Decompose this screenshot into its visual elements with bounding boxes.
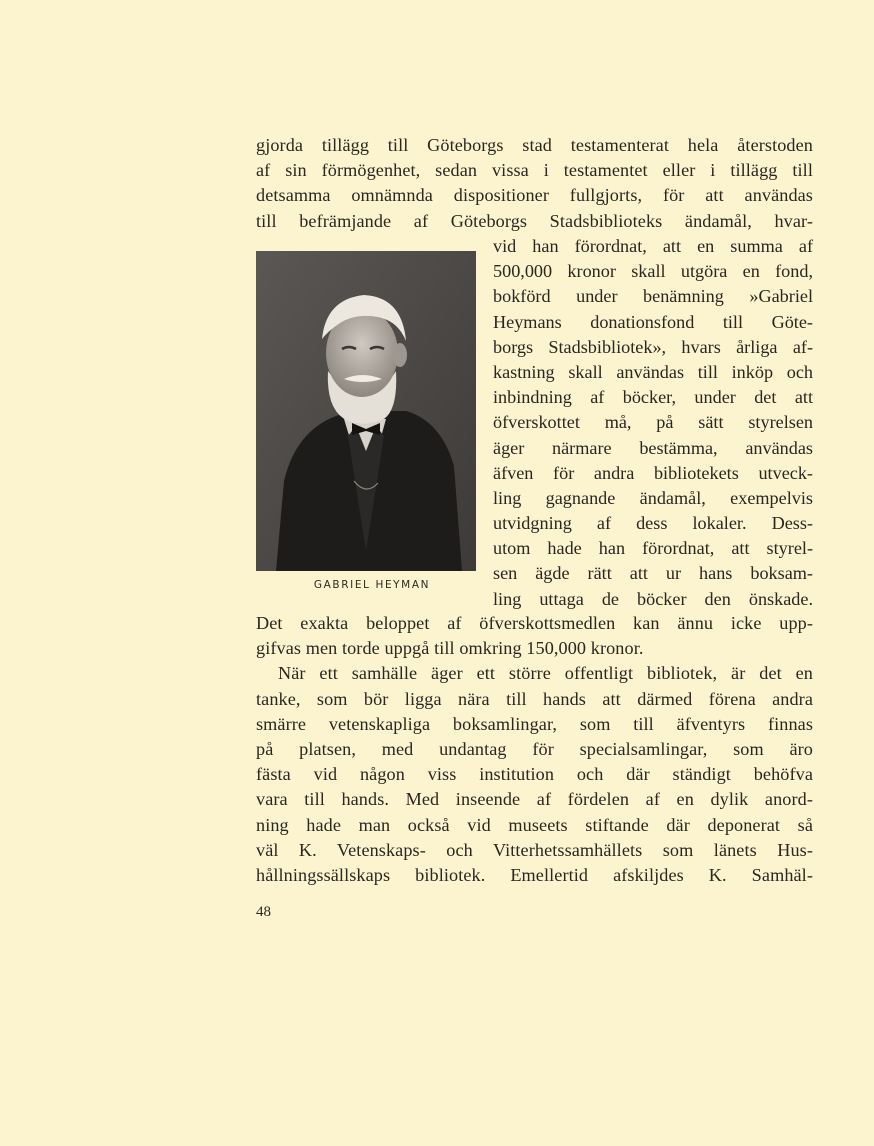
text-line: gifvas men torde uppgå till omkring 150,000 kronor. [256,638,644,659]
text-line: öfverskottet må, på sätt styrelsen [493,412,813,433]
text-line: Det exakta beloppet af öfverskottsmedlen kan ännu icke upp- [256,613,813,633]
text-line: Heymans donationsfond till Göte- [493,311,813,332]
text-line: ling uttaga de böcker den önskade. [493,588,813,609]
text-line: ning hade man också vid museets stiftande där deponerat så [256,814,813,835]
photo-caption: GABRIEL HEYMAN [313,579,431,591]
text-line: väl K. Vetenskaps- och Vitterhetssamhällets som länets Hus- [256,839,813,860]
text-line: utom hade han förordnat, att styrel- [493,538,813,559]
text-line: gjorda tillägg till Göteborgs stad testamenterat hela återstoden [256,135,813,155]
text-line: vara till hands. Med inseende af fördelen af en dylik anord- [256,789,813,810]
text-line: ling gagnande ändamål, exempelvis [493,487,813,508]
text-line: af sin förmögenhet, sedan vissa i testamentet eller i tillägg till [256,160,813,181]
text-line: äger närmare bestämma, användas [493,437,813,458]
paragraph-top [256,133,813,234]
text-line: till befrämjande af Göteborgs Stadsbiblioteks ändamål, hvar- [256,210,813,231]
text-line: hållningssällskaps bibliotek. Emellertid afskiljdes K. Samhäl- [256,864,813,885]
text-line: på platsen, med undantag för specialsamlingar, som äro [256,738,813,759]
text-line: äfven för andra bibliotekets utveck- [493,462,813,483]
text-line: När ett samhälle äger ett större offentligt bibliotek, är det en [278,663,813,684]
text-line: inbindning af böcker, under det att [493,387,813,408]
text-line: fästa vid någon viss institution och där ständigt behöfva [256,764,813,785]
page-number: 48 [256,904,271,920]
portrait-illustration [256,251,476,571]
text-line: utvidgning af dess lokaler. Dess- [493,513,813,534]
paragraph-beside-photo [493,234,813,612]
text-line: sen ägde rätt att ur hans boksam- [493,563,813,584]
text-line: borgs Stadsbibliotek», hvars årliga af- [493,336,813,357]
text-line: smärre vetenskapliga boksamlingar, som till äfventyrs finnas [256,713,813,734]
paragraph-bottom [256,611,813,888]
text-line: bokförd under benämning »Gabriel [493,286,813,307]
portrait-photo-icon [256,251,476,571]
text-line: 500,000 kronor skall utgöra en fond, [493,261,813,282]
text-line: detsamma omnämnda dispositioner fullgjorts, för att användas [256,185,813,206]
text-line: kastning skall användas till inköp och [493,361,813,382]
text-line: vid han förordnat, att en summa af [493,236,813,256]
text-line: tanke, som bör ligga nära till hands att därmed förena andra [256,688,813,709]
